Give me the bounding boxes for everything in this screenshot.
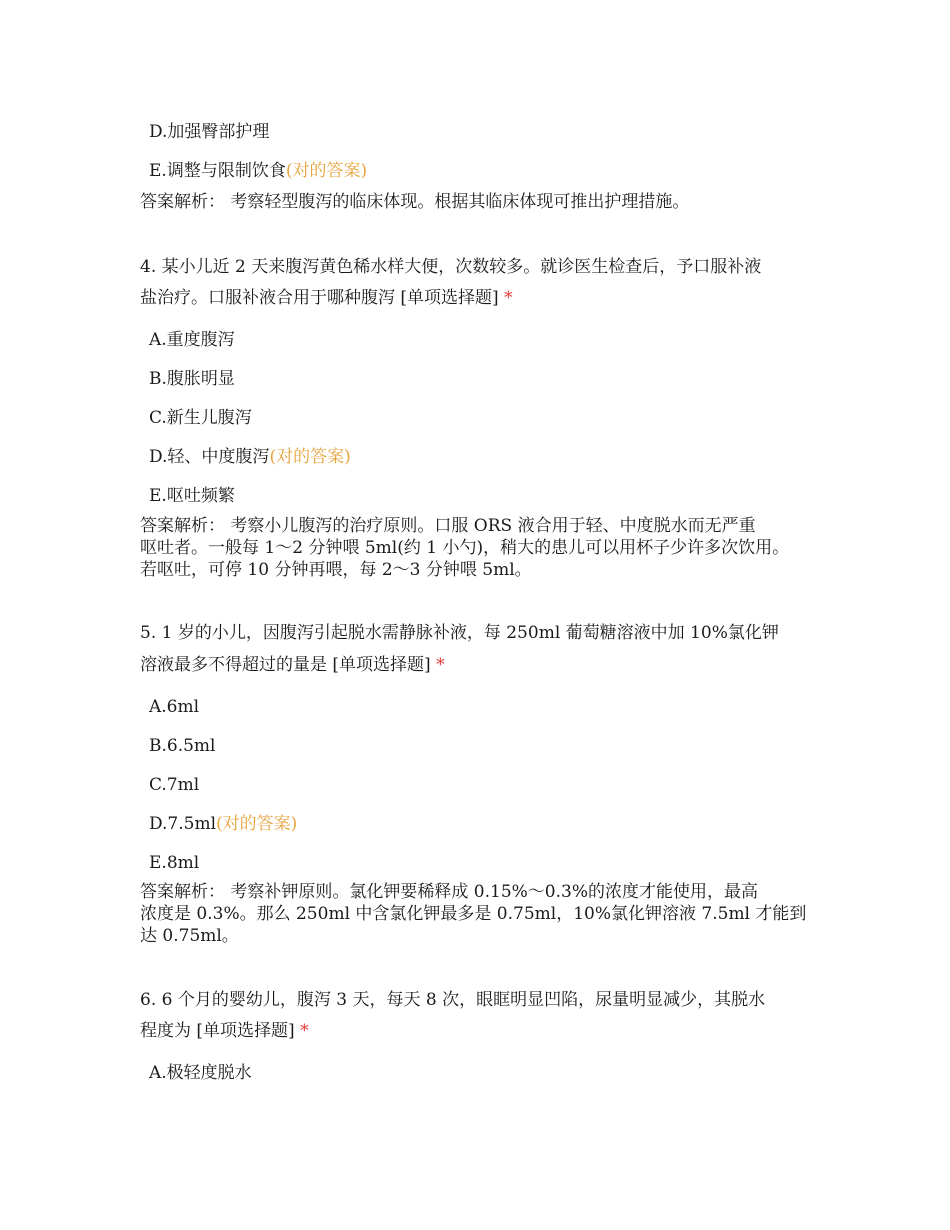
correct-answer-mark: (对的答案) [216, 814, 298, 834]
q6-question-line2 [140, 1021, 309, 1041]
correct-answer-mark: (对的答案) [285, 161, 368, 181]
q5-question-line2 [140, 655, 445, 675]
q5-explanation-line1: 答案解析： 考察补钾原则。氯化钾要稀释成 0.15%～0.3%的浓度才能使用，最高 [140, 882, 759, 902]
q4-option-a: A.重度腹泻 [149, 330, 235, 350]
q4-explanation-line2: 呕吐者。一般每 1～2 分钟喂 5ml(约 1 小勺)，稍大的患儿可以用杯子少许多次饮用。 [140, 538, 790, 558]
correct-answer-mark: (对的答案) [269, 447, 351, 467]
option-text: D.7.5ml [149, 814, 217, 834]
option-text: D.轻、中度腹泻 [149, 447, 270, 467]
q5-option-a: A.6ml [149, 697, 200, 717]
question-text: 程度为 [单项选择题] [140, 1021, 295, 1041]
q3-option-e [149, 161, 367, 181]
q6-option-a: A.极轻度脱水 [149, 1063, 252, 1083]
q5-explanation-line2: 浓度是 0.3%。那么 250ml 中含氯化钾最多是 0.75ml，10%氯化钾溶液 7.5ml 才能到 [140, 904, 807, 924]
q5-question-line1: 5. 1 岁的小儿，因腹泻引起脱水需静脉补液，每 250ml 葡萄糖溶液中加 10%氯化钾 [140, 623, 779, 643]
option-text: E.调整与限制饮食 [149, 161, 286, 181]
question-text: 盐治疗。口服补液合用于哪种腹泻 [单项选择题] [140, 288, 499, 308]
q4-option-c: C.新生儿腹泻 [149, 408, 252, 428]
question-text: 溶液最多不得超过的量是 [单项选择题] [140, 655, 431, 675]
q4-question-line1: 4. 某小儿近 2 天来腹泻黄色稀水样大便，次数较多。就诊医生检查后，予口服补液 [140, 257, 762, 277]
option-text: D.加强臀部护理 [149, 122, 270, 142]
q4-explanation-line3: 若呕吐，可停 10 分钟再喂，每 2～3 分钟喂 5ml。 [140, 560, 532, 580]
q4-option-b: B.腹胀明显 [149, 369, 235, 389]
q5-option-b: B.6.5ml [149, 736, 216, 756]
required-mark: * [300, 1021, 309, 1041]
q5-option-d [149, 814, 297, 834]
required-mark: * [504, 288, 513, 308]
q4-explanation-line1: 答案解析： 考察小儿腹泻的治疗原则。口服 ORS 液合用于轻、中度脱水而无严重 [140, 516, 756, 536]
q5-explanation-line3: 达 0.75ml。 [140, 926, 239, 946]
q4-option-d [149, 447, 351, 467]
q3-explanation: 答案解析： 考察轻型腹泻的临床体现。根据其临床体现可推出护理措施。 [140, 192, 690, 212]
required-mark: * [436, 655, 445, 675]
q4-question-line2 [140, 288, 513, 308]
q3-option-d [149, 122, 269, 142]
q4-option-e: E.呕吐频繁 [149, 486, 235, 506]
q5-option-e: E.8ml [149, 853, 200, 873]
q5-option-c: C.7ml [149, 775, 200, 795]
q6-question-line1: 6. 6 个月的婴幼儿，腹泻 3 天，每天 8 次，眼眶明显凹陷，尿量明显减少，其脱水 [140, 990, 766, 1010]
